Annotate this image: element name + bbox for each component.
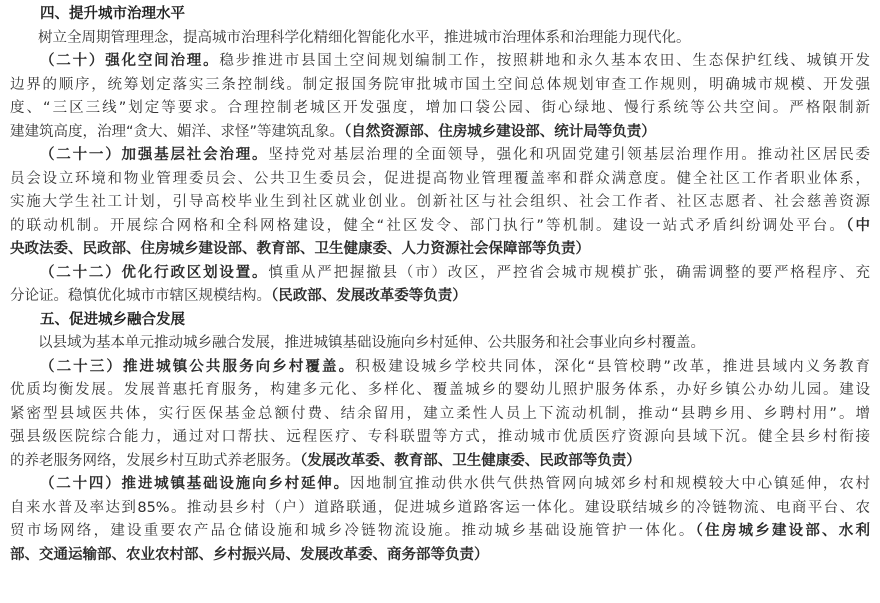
item-24-title: （二十四）推进城镇基础设施向乡村延伸。 bbox=[40, 476, 350, 492]
item-20-text: 稳步推进市县国土空间规划编制工作，按照耕地和永久基本农田、生态保护红线、城镇开发 bbox=[219, 53, 870, 69]
paragraph-line: 优质均衡发展。发展普惠托育服务，构建多元化、多样化、覆盖城乡的婴幼儿照护服务体系，办好乡镇公办幼儿园。建设 bbox=[10, 382, 870, 398]
item-21-text: 坚持党对基层治理的全面领导，强化和巩固党建引领基层治理作用。推动社区居民委 bbox=[268, 147, 870, 163]
paragraph-line: 紧密型县域医共体，实行医保基金总额付费、结余留用，建立柔性人员上下流动机制，推动“县聘乡用、乡聘村用”。增 bbox=[10, 405, 870, 422]
paragraph-line: 员会设立环境和物业管理委员会、公共卫生委员会，促进提高物业管理覆盖率和群众满意度。健全社区工作者职业体系， bbox=[10, 170, 870, 187]
item-22-text: 慎重从严把握撤县（市）改区，严控省会城市规模扩张，确需调整的要严格程序、充 bbox=[268, 264, 870, 281]
item-22-title: （二十二）优化行政区划设置。 bbox=[40, 264, 269, 281]
paragraph-line: 强县级医院综合能力，通过对口帮扶、远程医疗、专科联盟等方式，推动城市优质医疗资源向县域下沉。健全县乡村衔接 bbox=[10, 429, 870, 445]
item-23-text: 积极建设城乡学校共同体，深化“县管校聘”改革，推进县域内义务教育 bbox=[355, 358, 870, 375]
paragraph-item-22-line-1 bbox=[10, 262, 870, 286]
paragraph-line: 边界的顺序，统筹划定落实三条控制线。制定报国务院审批城市国土空间总体规划审查工作规则，明确城市规模、开发强 bbox=[10, 76, 870, 93]
item-22-text-end: 分论证。稳慎优化城市市辖区规模结构。 bbox=[10, 288, 271, 304]
paragraph-item-20-line-1 bbox=[10, 50, 870, 74]
item-21-responsible-end: 央政法委、民政部、住房城乡建设部、教育部、卫生健康委、人力资源社会保障部等负责） bbox=[10, 241, 590, 257]
paragraph-line-last bbox=[10, 285, 870, 309]
section-heading-4: 四、提升城市治理水平 bbox=[40, 6, 185, 22]
item-23-title: （二十三）推进城镇公共服务向乡村覆盖。 bbox=[40, 358, 356, 375]
item-21-responsible-start: （中 bbox=[846, 217, 870, 234]
paragraph-line bbox=[10, 215, 870, 239]
section-intro-4: 树立全周期管理理念，提高城市治理科学化精细化智能化水平，推进城市治理体系和治理能力现代化。 bbox=[38, 29, 691, 46]
item-23-responsible: （发展改革委、教育部、卫生健康委、民政部等负责） bbox=[300, 452, 641, 469]
section-heading-5: 五、促进城乡融合发展 bbox=[40, 311, 185, 328]
item-24-text-end: 贸市场网络，建设重要农产品仓储设施和城乡冷链物流设施。推动城乡基础设施管护一体化。 bbox=[10, 523, 696, 539]
item-21-text-end: 的联动机制。开展综合网格和全科网格建设，健全“社区发令、部门执行”等机制。建设一站式矛盾纠纷调处平台。 bbox=[10, 217, 847, 234]
paragraph-item-24-line-1 bbox=[10, 473, 870, 497]
item-22-responsible: （民政部、发展改革委等负责） bbox=[271, 288, 467, 304]
paragraph-line-last bbox=[10, 450, 870, 474]
item-24-responsible-end: 部、交通运输部、农业农村部、乡村振兴局、发展改革委、商务部等负责） bbox=[10, 546, 489, 563]
paragraph-item-21-line-1 bbox=[10, 144, 870, 168]
item-21-title: （二十一）加强基层社会治理。 bbox=[40, 147, 269, 163]
paragraph-line: 实施大学生社工计划，引导高校毕业生到社区就业创业。创新社区与社会组织、社会工作者、社区志愿者、社会慈善资源 bbox=[10, 194, 870, 210]
item-20-text-end: 建建筑高度，治理“贪大、媚洋、求怪”等建筑乱象。 bbox=[10, 123, 345, 140]
section-intro-5: 以县域为基本单元推动城乡融合发展，推进城镇基础设施向乡村延伸、公共服务和社会事业向乡村覆盖。 bbox=[38, 335, 705, 351]
paragraph-item-23-line-1 bbox=[10, 356, 870, 380]
paragraph-line: 度、“三区三线”划定等要求。合理控制老城区开发强度，增加口袋公园、街心绿地、慢行系统等公共空间。严格限制新 bbox=[10, 100, 870, 116]
item-24-text: 因地制宜推动供水供气供热管网向城郊乡村和规模较大中心镇延伸，农村 bbox=[349, 476, 870, 492]
item-24-responsible-start: （住房城乡建设部、水利 bbox=[695, 523, 870, 539]
paragraph-line-last bbox=[10, 121, 870, 145]
paragraph-line bbox=[10, 520, 870, 544]
item-23-text-end: 的养老服务网络，发展乡村互助式养老服务。 bbox=[10, 452, 300, 469]
paragraph-line: 自来水普及率达到85%。推动县乡村（户）道路联通，促进城乡道路客运一体化。建设联结城乡的冷链物流、电商平台、农 bbox=[10, 499, 870, 516]
item-20-title: （二十）强化空间治理。 bbox=[40, 53, 220, 69]
item-20-responsible: （自然资源部、住房城乡建设部、统计局等负责） bbox=[344, 123, 656, 140]
